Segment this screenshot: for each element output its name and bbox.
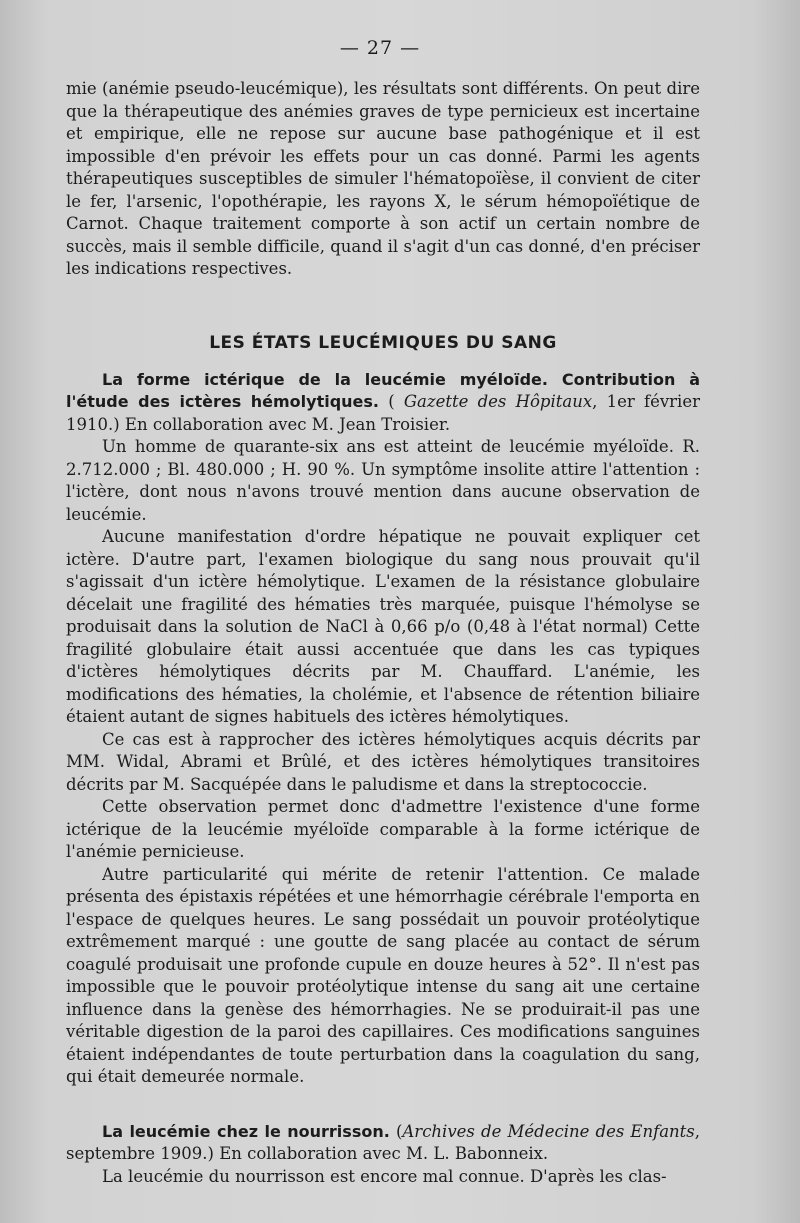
article-heading bbox=[66, 1121, 700, 1166]
paragraph: Un homme de quarante-six ans est atteint de leucémie myéloïde. R. 2.712.000 ; Bl. 480.000 ; H. 90 %. Un symptôme insolite attire l'attention : l'ictère, dont nous n'avons trouvé mention dans aucune observation de leucémie. bbox=[66, 437, 700, 524]
section-heading: LES ÉTATS LEUCÉMIQUES DU SANG bbox=[209, 332, 557, 353]
paragraph: Cette observation permet donc d'admettre l'existence d'une forme ictérique de la leucémie myéloïde comparable à la forme ictérique de l'anémie pernicieuse. bbox=[66, 797, 700, 861]
paragraph-continuation: mie (anémie pseudo-leucémique), les résultats sont différents. On peut dire que la thérapeutique des anémies graves de type pernicieux est incertaine et empirique, elle ne repose sur aucune base pathogénique et il est impossible d'en prévoir les effets pour un cas donné. Parmi les agents thérapeutiques susceptibles de simuler l'hématopoïèse, il convient de citer le fer, l'arsenic, l'opothérapie, les rayons X, le sérum hémopoïétique de Carnot. Chaque traitement comporte à son actif un certain nombre de succès, mais il semble difficile, quand il s'agit d'un cas donné, d'en préciser les indications respectives. bbox=[66, 79, 700, 278]
publication-date: , septembre 1909.) bbox=[66, 1121, 701, 1163]
article-heading bbox=[66, 369, 700, 437]
paragraph: Ce cas est à rapprocher des ictères hémolytiques acquis décrits par MM. Widal, Abrami et Brûlé, et des ictères hémolytiques transitoires décrits par M. Sacquépée dans le paludisme et dans la streptococcie. bbox=[66, 729, 700, 794]
citation-open: ( bbox=[389, 1121, 403, 1141]
article-title: La forme ictérique de la leucémie myéloïde. Contribution à l'étude des ictères hémolytiques. bbox=[66, 369, 700, 411]
collaboration-note: En collaboration avec M. L. Babonneix. bbox=[213, 1144, 549, 1163]
publication-date: , 1er février 1910.) bbox=[66, 392, 700, 434]
page-number: — 27 — bbox=[339, 37, 421, 59]
body-text bbox=[66, 78, 700, 1188]
journal-name: Gazette des Hôpitaux bbox=[403, 392, 593, 411]
citation-open: ( bbox=[379, 392, 404, 411]
paragraph: La leucémie du nourrisson est encore mal connue. D'après les clas- bbox=[102, 1166, 667, 1186]
journal-name: Archives de Médecine des Enfants bbox=[402, 1121, 695, 1141]
article-title: La leucémie chez le nourrisson. bbox=[102, 1121, 390, 1141]
spacer bbox=[66, 1089, 700, 1121]
paragraph: Aucune manifestation d'ordre hépatique ne pouvait expliquer cet ictère. D'autre part, l'examen biologique du sang nous prouvait qu'il s'agissait d'un ictère hémolytique. L'examen de la résistance globulaire décelait une fragilité des hématies très marquée, puisque l'hémolyse se produisait dans la solution de NaCl à 0,66 p/o (0,48 à l'état normal) Cette fragilité globulaire était aussi accentuée que dans les cas typiques d'ictères hémolytiques décrits par M. Chauffard. L'anémie, les modifications des hématies, la cholémie, et l'absence de rétention biliaire étaient autant de signes habituels des ictères hémolytiques. bbox=[66, 527, 700, 726]
paragraph: Autre particularité qui mérite de retenir l'attention. Ce malade présenta des épistaxis répétées et une hémorrhagie cérébrale l'emporta en l'espace de quelques heures. Le sang possédait un pouvoir protéolytique extrêmement marqué : une goutte de sang placée au contact de sérum coagulé produisait une profonde cupule en douze heures à 52°. Il n'est pas impossible que le pouvoir protéolytique intense du sang ait une certaine influence dans la genèse des hémorrhagies. Ne se produirait-il pas une véritable digestion de la paroi des capillaires. Ces modifications sanguines étaient indépendantes de toute perturbation dans la coagulation du sang, qui était demeurée normale. bbox=[66, 864, 700, 1086]
collaboration-note: En collaboration avec M. Jean Troisier. bbox=[119, 414, 451, 434]
